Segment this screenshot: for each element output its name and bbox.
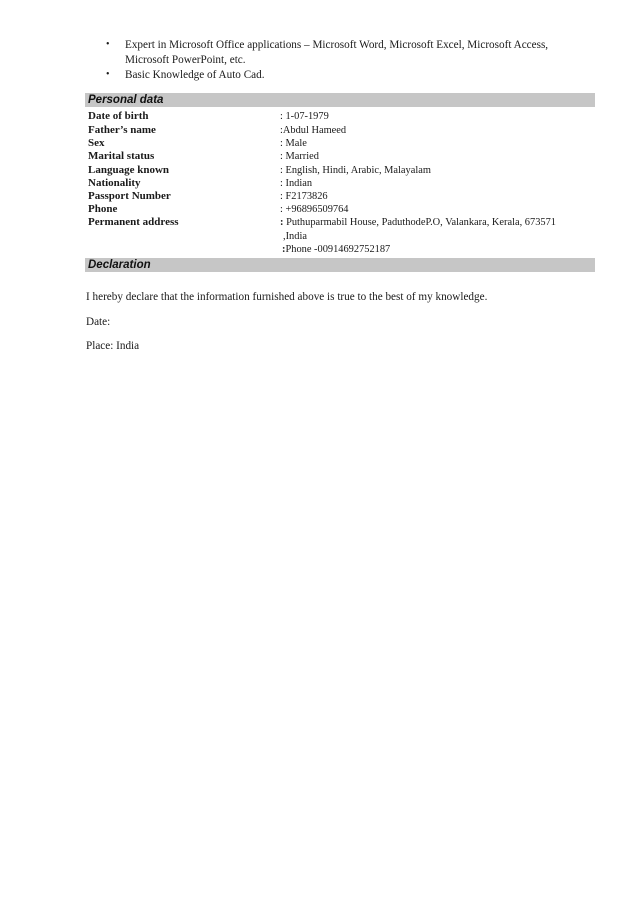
skill-text: Expert in Microsoft Office applications – Microsoft Word, Microsoft Excel, Microsoft Access, Microsoft PowerPoint, etc. — [125, 39, 549, 66]
field-label: Date of birth — [88, 110, 149, 122]
skill-item — [106, 68, 586, 83]
declaration-statement: I hereby declare that the information furnished above is true to the best of my knowledge. — [86, 291, 488, 303]
bullet-icon: • — [106, 39, 110, 50]
bullet-icon: • — [106, 69, 110, 80]
address-phone-text: Phone -00914692752187 — [285, 244, 391, 255]
field-row-language-known — [88, 164, 588, 177]
field-label: Nationality — [88, 177, 141, 189]
field-row-passport-number — [88, 190, 588, 203]
field-label: Language known — [88, 164, 170, 176]
field-row-phone — [88, 203, 588, 216]
declaration-header: Declaration — [85, 258, 595, 272]
field-row-marital-status — [88, 150, 588, 163]
field-value: :Abdul Hameed — [280, 125, 347, 136]
field-label: Passport Number — [88, 190, 171, 202]
field-value: : English, Hindi, Arabic, Malayalam — [280, 165, 431, 176]
declaration-date: Date: — [86, 316, 111, 328]
field-value: : Married — [280, 151, 319, 162]
skill-item — [106, 38, 586, 67]
field-row-date-of-birth — [88, 110, 588, 123]
field-row-sex — [88, 137, 588, 150]
field-value: : +96896509764 — [280, 204, 349, 215]
field-value: : F2173826 — [280, 191, 328, 202]
field-row-nationality — [88, 177, 588, 190]
skills-list — [106, 38, 586, 84]
address-phone-colon: : — [282, 244, 286, 255]
address-phone — [282, 243, 390, 256]
skill-text: Basic Knowledge of Auto Cad. — [125, 69, 265, 81]
field-label: Permanent address — [88, 216, 179, 228]
address-line-1 — [280, 216, 556, 229]
field-label: Sex — [88, 137, 105, 149]
address-colon: : — [280, 217, 284, 228]
field-label: Father’s name — [88, 124, 156, 136]
personal-data-header: Personal data — [85, 93, 595, 107]
field-label: Marital status — [88, 150, 155, 162]
field-value: : Male — [280, 138, 307, 149]
field-value: : 1-07-1979 — [280, 111, 329, 122]
field-value: : Indian — [280, 178, 313, 189]
field-label: Phone — [88, 203, 118, 215]
declaration-place: Place: India — [86, 340, 140, 352]
field-row-fathers-name — [88, 124, 588, 137]
address-text: Puthuparmabil House, PaduthodeP.O, Valankara, Kerala, 673571 — [283, 217, 556, 228]
address-line-2: ,India — [283, 231, 307, 242]
